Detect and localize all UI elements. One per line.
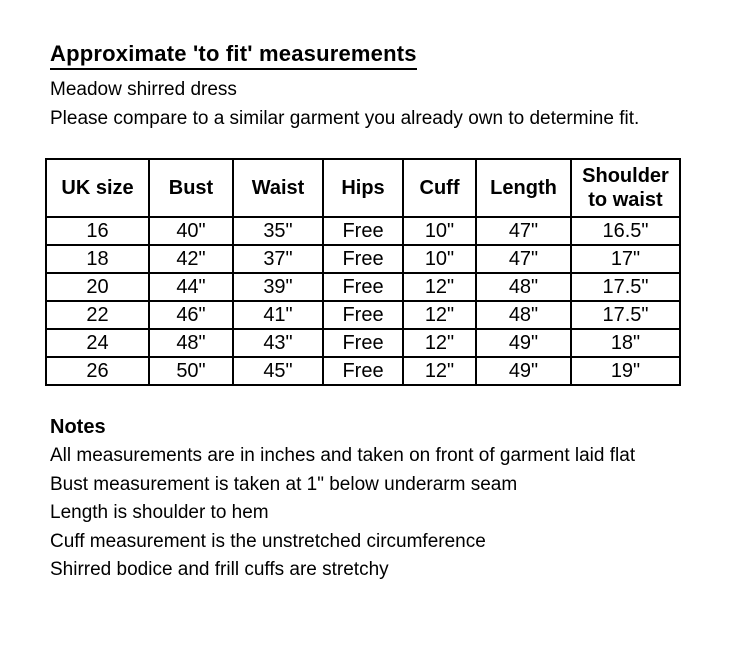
measurement-cell: 37" (233, 245, 323, 273)
table-row (46, 357, 680, 385)
uk-size-cell: 26 (46, 357, 149, 385)
column-header: Bust (149, 159, 233, 217)
measurement-cell: 47" (476, 217, 571, 245)
column-header: Length (476, 159, 571, 217)
column-header: Cuff (403, 159, 476, 217)
measurement-cell: 18" (571, 329, 680, 357)
measurement-cell: 17.5" (571, 301, 680, 329)
measurement-cell: Free (323, 301, 403, 329)
size-chart-header (46, 159, 680, 217)
note-item: Bust measurement is taken at 1" below underarm seam (50, 473, 518, 495)
column-header: Waist (233, 159, 323, 217)
notes-list (0, 442, 741, 585)
notes-heading: Notes (50, 416, 106, 438)
measurement-cell: 43" (233, 329, 323, 357)
measurement-cell: 10" (403, 245, 476, 273)
measurement-cell: 39" (233, 273, 323, 301)
note-item: Shirred bodice and frill cuffs are stretchy (50, 559, 389, 580)
measurement-cell: Free (323, 357, 403, 385)
measurement-cell: 12" (403, 357, 476, 385)
size-chart-body (46, 217, 680, 385)
note-item: All measurements are in inches and taken on front of garment laid flat (50, 445, 636, 466)
uk-size-cell: 20 (46, 273, 149, 301)
table-row (46, 301, 680, 329)
uk-size-cell: 18 (46, 245, 149, 273)
column-header: UK size (46, 159, 149, 217)
table-row (46, 245, 680, 273)
table-row (46, 273, 680, 301)
table-row (46, 217, 680, 245)
measurement-cell: 17" (571, 245, 680, 273)
measurement-cell: 12" (403, 329, 476, 357)
header-row (46, 159, 680, 217)
column-header: Shoulder to waist (571, 159, 680, 217)
measurement-cell: Free (323, 245, 403, 273)
size-chart-table (45, 158, 681, 386)
measurement-cell: Free (323, 329, 403, 357)
measurement-cell: Free (323, 273, 403, 301)
measurement-cell: 45" (233, 357, 323, 385)
measurement-cell: 49" (476, 329, 571, 357)
measurement-cell: 46" (149, 301, 233, 329)
table-row (46, 329, 680, 357)
measurement-cell: 42" (149, 245, 233, 273)
column-header: Hips (323, 159, 403, 217)
uk-size-cell: 16 (46, 217, 149, 245)
measurement-cell: 47" (476, 245, 571, 273)
measurement-cell: 16.5" (571, 217, 680, 245)
measurement-cell: 48" (476, 301, 571, 329)
measurement-cell: 35" (233, 217, 323, 245)
measurement-cell: 41" (233, 301, 323, 329)
measurement-cell: 48" (476, 273, 571, 301)
measurement-cell: 12" (403, 301, 476, 329)
size-guide-document (0, 42, 741, 670)
measurement-cell: 17.5" (571, 273, 680, 301)
measurement-cell: 12" (403, 273, 476, 301)
product-name: Meadow shirred dress (50, 79, 237, 100)
measurement-cell: 44" (149, 273, 233, 301)
measurement-cell: 19" (571, 357, 680, 385)
measurement-cell: 10" (403, 217, 476, 245)
note-item: Length is shoulder to hem (50, 502, 269, 523)
measurement-cell: 48" (149, 329, 233, 357)
note-item: Cuff measurement is the unstretched circumference (50, 530, 486, 552)
fit-instruction: Please compare to a similar garment you already own to determine fit. (50, 108, 640, 129)
page-title: Approximate 'to fit' measurements (50, 42, 417, 70)
uk-size-cell: 22 (46, 301, 149, 329)
measurement-cell: 40" (149, 217, 233, 245)
uk-size-cell: 24 (46, 329, 149, 357)
measurement-cell: 50" (149, 357, 233, 385)
measurement-cell: Free (323, 217, 403, 245)
measurement-cell: 49" (476, 357, 571, 385)
